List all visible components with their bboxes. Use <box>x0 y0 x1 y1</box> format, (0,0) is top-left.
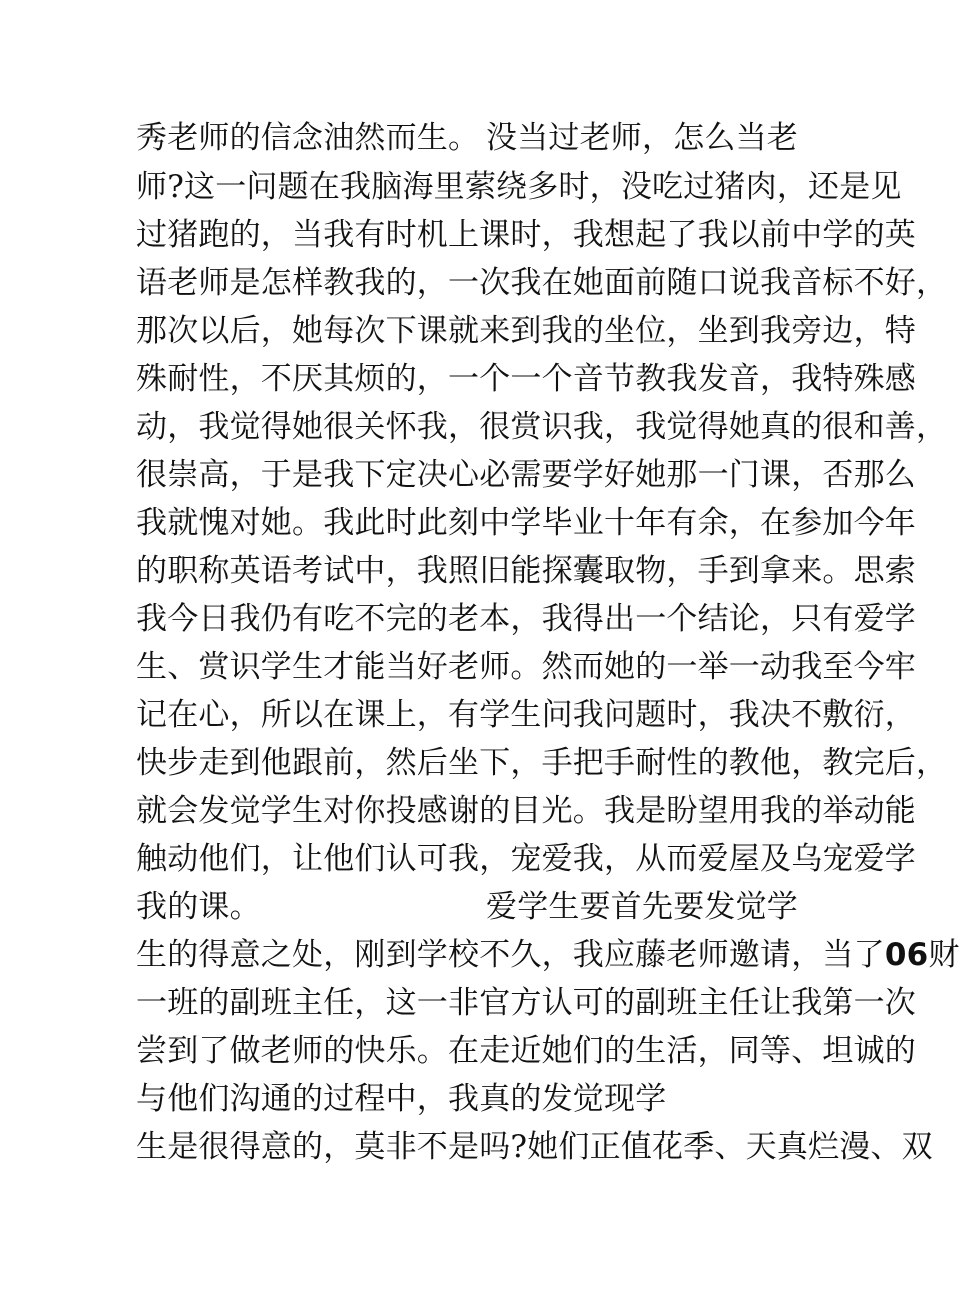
text-line-21: 与他们沟通的过程中，我真的发觉现学 <box>136 1081 667 1117</box>
text-line-18 <box>136 935 960 975</box>
line-18-tail: 财 <box>928 937 960 973</box>
text-line-9: 我就愧对她。我此时此刻中学毕业十年有余，在参加今年 <box>136 505 916 541</box>
text-line-4: 语老师是怎样教我的，一次我在她面前随口说我音标不好， <box>136 265 948 301</box>
text-line-20: 尝到了做老师的快乐。在走近她们的生活，同等、坦诚的 <box>136 1033 916 1069</box>
line-1-part-a: 秀老师的信念油然而生。 <box>136 120 480 156</box>
text-line-2: 师?这一问题在我脑海里萦绕多时，没吃过猪肉，还是见 <box>136 169 902 205</box>
text-line-17 <box>136 887 798 927</box>
text-line-8: 很崇高，于是我下定决心必需要学好她那一门课，否那么 <box>136 457 916 493</box>
text-line-19: 一班的副班主任，这一非官方认可的副班主任让我第一次 <box>136 985 916 1021</box>
line-18-text: 生的得意之处，刚到学校不久，我应藤老师邀请，当了 <box>136 937 885 973</box>
text-line-1 <box>136 118 798 158</box>
text-line-15: 就会发觉学生对你投感谢的目光。我是盼望用我的举动能 <box>136 793 916 829</box>
text-line-16: 触动他们，让他们认可我，宠爱我，从而爱屋及乌宠爱学 <box>136 841 916 877</box>
line-1-part-b: 没当过老师，怎么当老 <box>486 120 798 156</box>
text-line-22: 生是很得意的，莫非不是吗?她们正值花季、天真烂漫、双 <box>136 1129 933 1165</box>
text-line-13: 记在心，所以在课上，有学生问我问题时，我决不敷衍， <box>136 697 916 733</box>
line-17-part-b: 爱学生要首先要发觉学 <box>486 889 798 925</box>
text-line-14: 快步走到他跟前，然后坐下，手把手耐性的教他，教完后， <box>136 745 948 781</box>
text-line-5: 那次以后，她每次下课就来到我的坐位，坐到我旁边，特 <box>136 313 916 349</box>
text-line-11: 我今日我仍有吃不完的老本，我得出一个结论，只有爱学 <box>136 601 916 637</box>
text-line-3: 过猪跑的，当我有时机上课时，我想起了我以前中学的英 <box>136 217 916 253</box>
class-number: 06 <box>884 937 929 973</box>
text-line-7: 动，我觉得她很关怀我，很赏识我，我觉得她真的很和善， <box>136 409 948 445</box>
line-17-part-a: 我的课。 <box>136 889 261 925</box>
text-line-12: 生、赏识学生才能当好老师。然而她的一举一动我至今牢 <box>136 649 916 685</box>
text-line-10: 的职称英语考试中，我照旧能探囊取物，手到拿来。思索 <box>136 553 916 589</box>
text-line-6: 殊耐性，不厌其烦的，一个一个音节教我发音，我特殊感 <box>136 361 916 397</box>
